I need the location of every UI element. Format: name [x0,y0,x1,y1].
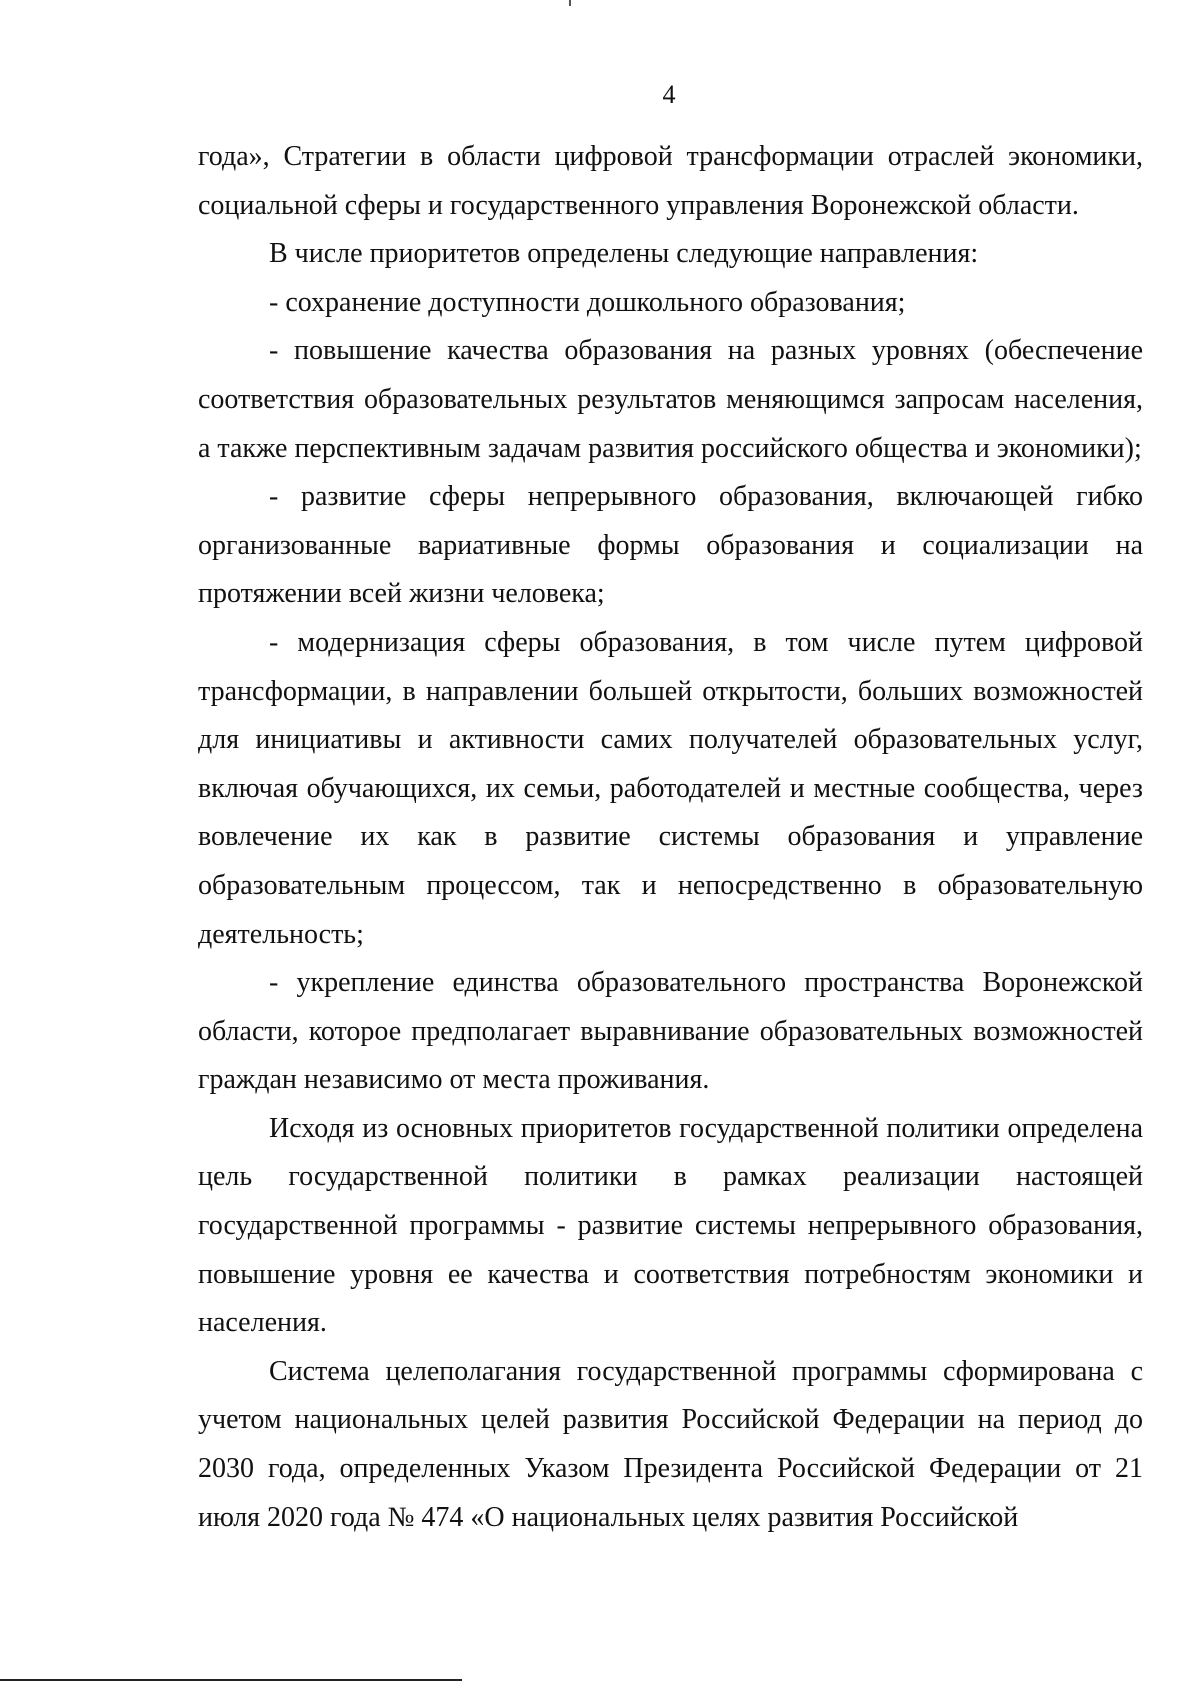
list-item-unity-of-space: - укрепление единства образовательного пространства Воронежской области, которое предполагает выравнивание образовательных возможностей граждан независимо от места проживания. [198,967,1143,1096]
list-item-continuous-education: - развитие сферы непрерывного образования, включающей гибко организованные вариативные формы образования и социализации на протяжении всей жизни человека; [198,481,1143,610]
page-number: 4 [662,80,676,109]
footer-divider [0,1679,462,1681]
list-item-preschool-access: - сохранение доступности дошкольного образования; [269,286,906,318]
paragraph-policy-goal: Исходя из основных приоритетов государственной политики определена цель государственной политики в рамках реализации настоящей государственной программы - развитие системы непрерывного образования, повышение уровня ее качества и соответствия потребностям экономики и населения. [198,1112,1143,1339]
paragraph-strategy-continuation: года», Стратегии в области цифровой трансформации отраслей экономики, социальной сферы и государственного управления Воронежской области. [198,141,1143,221]
paragraph-priorities-intro: В числе приоритетов определены следующие направления: [269,238,979,270]
list-item-education-quality: - повышение качества образования на разных уровнях (обеспечение соответствия образовательных результатов меняющимся запросам населения, а также перспективным задачам развития российского общества и экономики); [198,335,1143,464]
list-item-modernization: - модернизация сферы образования, в том числе путем цифровой трансформации, в направлении большей открытости, больших возможностей для инициативы и активности самих получателей образовательных услуг, включая обучающихся, их семьи, работодателей и местные сообщества, через вовлечение их как в развитие системы образования и управление образовательным процессом, так и непосредственно в образовательную деятельность; [198,626,1143,950]
paragraph-goal-setting-system: Система целеполагания государственной программы сформирована с учетом национальных целей развития Российской Федерации на период до 2030 года, определенных Указом Президента Российской Федерации от 21 июля 2020 года № 474 «О национальных целях развития Российской [198,1355,1143,1533]
body-text [198,133,1143,1542]
scan-artifact-mark [569,0,571,6]
